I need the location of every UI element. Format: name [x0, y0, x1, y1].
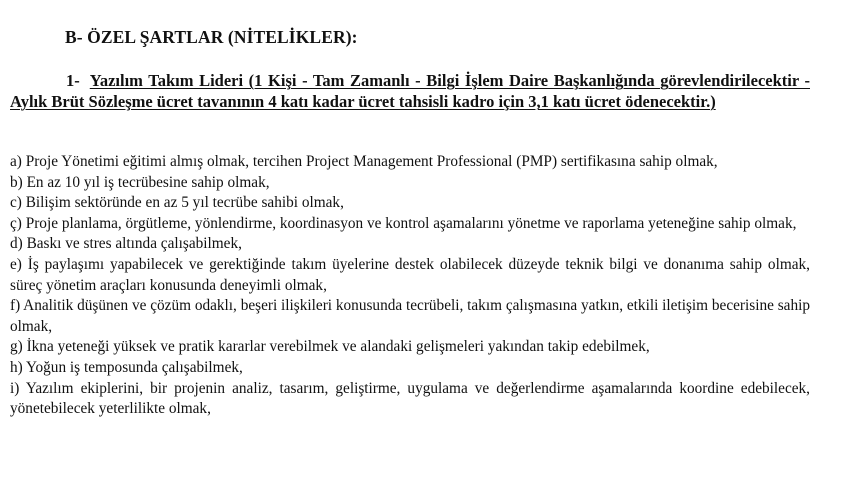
requirement-item-i: i) Yazılım ekiplerini, bir projenin analiz, tasarım, geliştirme, uygulama ve değerlendirme aşamalarında koordine edebilecek, yönetebilecek yeterlilikte olmak,: [10, 379, 810, 418]
requirement-item-e: e) İş paylaşımı yapabilecek ve gerektiğinde takım üyelerine destek olabilecek düzeyde teknik bilgi ve donanıma sahip olmak, süreç yönetim araçları konusunda deneyimli olmak,: [10, 255, 810, 294]
position-title: Yazılım Takım Lideri (1 Kişi - Tam Zamanlı - Bilgi İşlem Daire Başkanlığında görevlendirilecektir - Aylık Brüt Sözleşme ücret tavanının 4 katı kadar ücret tahsisli kadro için 3,1 katı ücret ödenecektir.): [10, 71, 810, 111]
requirement-item-cc: ç) Proje planlama, örgütleme, yönlendirme, koordinasyon ve kontrol aşamalarını yönetme ve raporlama yeteneğine sahip olmak,: [10, 214, 797, 232]
requirement-item-h: h) Yoğun iş temposunda çalışabilmek,: [10, 358, 243, 376]
requirement-item-b: b) En az 10 yıl iş tecrübesine sahip olmak,: [10, 173, 270, 191]
requirements-list: [10, 152, 810, 420]
requirement-item-d: d) Baskı ve stres altında çalışabilmek,: [10, 235, 242, 253]
position-number: 1-: [66, 71, 80, 90]
requirement-item-a: a) Proje Yönetimi eğitimi almış olmak, tercihen Project Management Professional (PMP) sertifikasına sahip olmak,: [10, 153, 718, 170]
requirement-item-c: c) Bilişim sektöründe en az 5 yıl tecrübe sahibi olmak,: [10, 194, 344, 212]
position-heading: [10, 70, 810, 112]
section-title: B- ÖZEL ŞARTLAR (NİTELİKLER):: [65, 27, 358, 47]
requirement-item-g: g) İkna yeteneği yüksek ve pratik kararlar verebilmek ve alandaki gelişmeleri yakından takip edebilmek,: [10, 338, 650, 356]
requirement-item-f: f) Analitik düşünen ve çözüm odaklı, beşeri ilişkileri konusunda tecrübeli, takım çalışmasına yatkın, etkili iletişim becerisine sahip olmak,: [10, 297, 810, 335]
